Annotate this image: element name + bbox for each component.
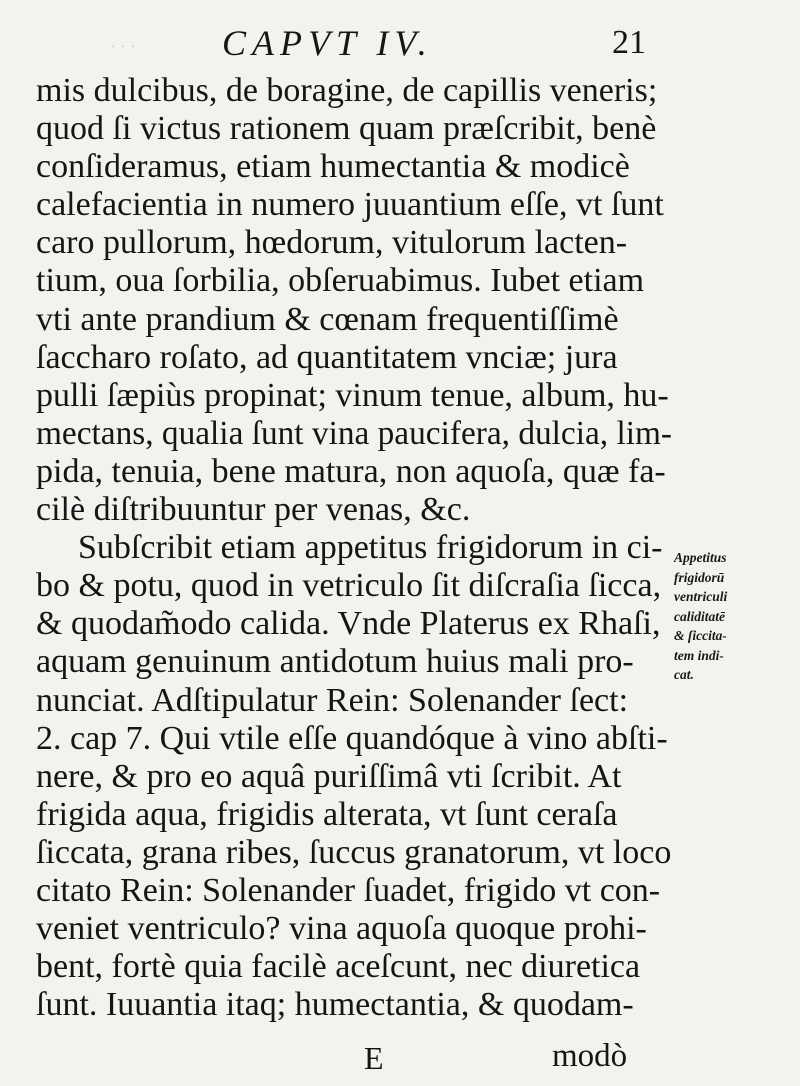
catchword: modò [552, 1038, 628, 1074]
signature-mark: E [364, 1040, 384, 1076]
text-line: quod ſi victus rationem quam præſcribit, benè [36, 110, 657, 148]
text-line: nunciat. Adſtipulatur Rein: Solenander ſect: [36, 681, 629, 719]
marginal-note-line: cat. [674, 667, 694, 682]
text-line: nere, & pro eo aquâ puriſſimâ vti ſcribit. At [36, 757, 622, 795]
text-line: bo & potu, quod in vetriculo ſit diſcraſia ſicca, [36, 567, 662, 605]
body-text [36, 72, 676, 1024]
page-number: 21 [612, 24, 646, 61]
running-head: CAPVT IV. [222, 23, 433, 63]
text-line: bent, fortè quia facilè aceſcunt, nec diuretica [36, 948, 641, 986]
text-line: tium, oua ſorbilia, obſeruabimus. Iubet etiam [36, 262, 645, 300]
text-line: conſideramus, etiam humectantia & modicè [36, 148, 630, 186]
text-line: ſunt. Iuuantia itaq; humectantia, & quodam- [36, 986, 634, 1024]
text-line: citato Rein: Solenander ſuadet, frigido vt con- [36, 871, 661, 909]
marginal-note-line: Appetitus [674, 550, 727, 565]
marginal-note-line: frigidorū [674, 569, 725, 585]
text-line: aquam genuinum antidotum huius mali pro- [36, 643, 634, 681]
text-line: vti ante prandium & cœnam frequentiſſimè [36, 300, 619, 338]
marginal-note [674, 548, 794, 685]
text-line: veniet ventriculo? vina aquoſa quoque prohi- [36, 910, 647, 948]
text-line: ſiccata, grana ribes, ſuccus granatorum, vt loco [36, 833, 672, 871]
text-line: frigida aqua, frigidis alterata, vt ſunt ceraſa [36, 795, 618, 833]
text-line: cilè diſtribuuntur per venas, &c. [36, 491, 471, 529]
text-line: pida, tenuia, bene matura, non aquoſa, quæ fa- [36, 452, 666, 490]
marginal-note-line: & ſiccita- [674, 628, 727, 643]
marginal-note-line: ventriculi [674, 589, 728, 604]
text-line: 2. cap 7. Qui vtile eſſe quandóque à vino abſti- [36, 719, 668, 757]
text-line: & quodam̃odo calida. Vnde Platerus ex Rhaſi, [36, 605, 661, 643]
page-header [0, 22, 800, 70]
marginal-note-line: tem indi- [674, 647, 724, 663]
marginal-note-line: caliditatē [674, 608, 725, 624]
text-line: calefacientia in numero juuantium eſſe, vt ſunt [36, 186, 664, 224]
text-line: ſaccharo roſato, ad quantitatem vnciæ; jura [36, 338, 618, 376]
text-line: mectans, qualia ſunt vina paucifera, dulcia, lim- [36, 414, 673, 452]
show-through-text: · · · [110, 36, 135, 58]
paragraph-start-line: Subſcribit etiam appetitus frigidorum in ci- [78, 529, 663, 567]
text-line: pulli ſæpiùs propinat; vinum tenue, album, hu- [36, 376, 669, 414]
text-line: mis dulcibus, de boragine, de capillis veneris; [36, 72, 658, 109]
text-line: caro pullorum, hœdorum, vitulorum lacten- [36, 224, 628, 262]
